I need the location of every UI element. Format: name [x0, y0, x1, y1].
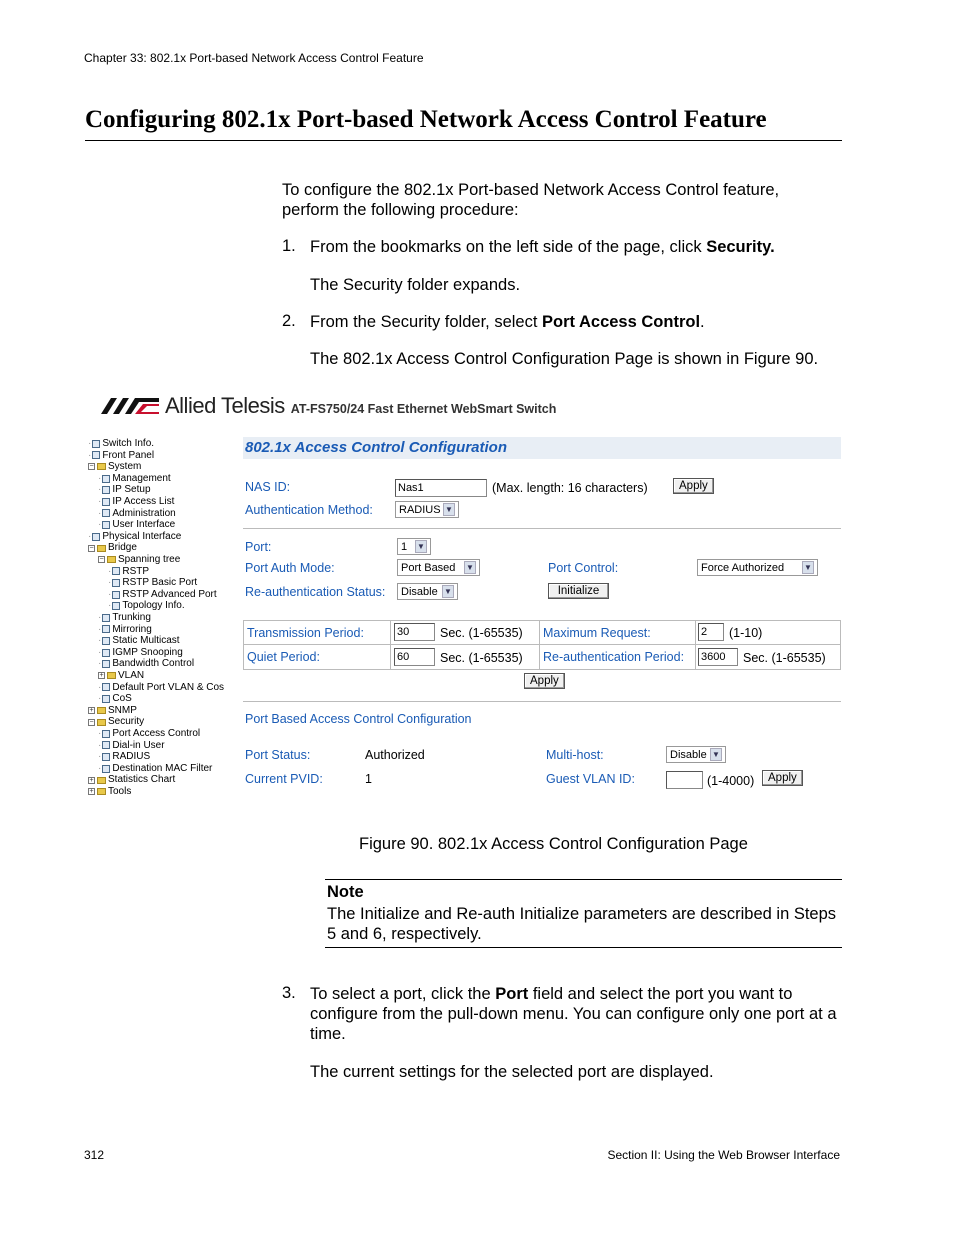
page-icon	[102, 695, 110, 703]
port-control-label: Port Control:	[548, 561, 619, 575]
folder-icon	[107, 556, 116, 563]
section-footer: Section II: Using the Web Browser Interface	[607, 1148, 840, 1162]
nav-item[interactable]	[88, 450, 154, 462]
nav-item[interactable]	[98, 658, 194, 670]
chevron-down-icon: ▼	[442, 585, 454, 598]
config-title: 802.1x Access Control Configuration	[245, 439, 508, 456]
tree-connector: ·	[98, 646, 102, 658]
nav-item-label: Physical Interface	[102, 530, 182, 542]
page-icon	[102, 765, 110, 773]
nav-item[interactable]	[98, 740, 165, 752]
step-2-result: The 802.1x Access Control Configuration Page is shown in Figure 90.	[310, 350, 819, 368]
tx-period-hint: Sec. (1-65535)	[440, 626, 523, 640]
brand-name: Allied Telesis	[165, 393, 285, 418]
tree-connector: ·	[98, 751, 102, 763]
tree-connector: ·	[108, 565, 112, 577]
nav-item[interactable]	[98, 647, 183, 659]
nav-item-label: RADIUS	[112, 751, 151, 763]
chevron-down-icon: ▼	[415, 540, 427, 553]
page-icon	[102, 649, 110, 657]
nav-item-label: Statistics Chart	[108, 774, 176, 786]
tree-connector: ·	[98, 728, 102, 739]
expand-icon[interactable]: +	[89, 788, 94, 796]
tx-period-label: Transmission Period:	[247, 626, 364, 640]
step-2-number: 2.	[282, 312, 296, 330]
tree-connector: ·	[108, 600, 112, 612]
tree-connector: ·	[98, 472, 102, 484]
nav-item-label: Destination MAC Filter	[112, 762, 213, 774]
guest-vlan-apply-button[interactable]: Apply	[762, 770, 803, 786]
multihost-label: Multi-host:	[546, 748, 604, 762]
nav-item[interactable]	[88, 438, 154, 450]
nav-item[interactable]	[88, 786, 131, 798]
expand-icon[interactable]: +	[89, 776, 94, 784]
tree-connector: ·	[98, 762, 102, 774]
nav-item[interactable]	[98, 728, 200, 740]
reauth-period-hint: Sec. (1-65535)	[743, 651, 826, 665]
reauth-period-input[interactable]	[698, 648, 738, 666]
page-icon	[102, 637, 110, 645]
nav-item-label: CoS	[112, 693, 132, 705]
reauth-status-label: Re-authentication Status:	[245, 585, 386, 599]
nav-item[interactable]	[98, 763, 212, 775]
tree-connector: ·	[88, 530, 92, 542]
port-based-title: Port Based Access Control Configuration	[245, 712, 472, 726]
nas-id-input[interactable]	[395, 479, 487, 497]
tree-connector: ·	[108, 577, 112, 589]
step-3-number: 3.	[282, 984, 296, 1002]
nav-item[interactable]	[98, 496, 174, 508]
page-icon	[112, 567, 120, 575]
expand-icon[interactable]: +	[89, 707, 94, 715]
nav-item-label: Bandwidth Control	[112, 658, 195, 670]
chevron-down-icon: ▼	[710, 748, 722, 761]
chevron-down-icon: ▼	[464, 561, 476, 574]
nav-item[interactable]	[98, 751, 150, 763]
tree-connector: ·	[98, 693, 102, 705]
divider	[243, 528, 841, 529]
nav-item-label: RSTP Advanced Port	[122, 588, 217, 600]
page-icon	[102, 486, 110, 494]
nav-item-label: Trunking	[112, 612, 151, 623]
tree-connector: ·	[98, 519, 102, 531]
nav-item-label: Static Multicast	[112, 635, 180, 647]
port-label: Port:	[245, 540, 272, 554]
nav-item-label: Mirroring	[112, 623, 152, 635]
port-select[interactable]	[397, 538, 431, 555]
figure-caption: Figure 90. 802.1x Access Control Configuration Page	[359, 835, 748, 853]
tree-connector: ·	[88, 449, 92, 461]
nav-item-label: Port Access Control	[112, 728, 201, 739]
page-number: 312	[84, 1148, 105, 1162]
tree-connector: ·	[98, 484, 102, 496]
page-icon	[112, 602, 120, 610]
folder-icon	[107, 672, 116, 679]
nav-item[interactable]	[108, 589, 217, 601]
nav-item-label: Bridge	[108, 542, 137, 554]
tree-connector: ·	[98, 739, 102, 751]
tree-connector: ·	[98, 612, 102, 623]
note-rule-bottom	[325, 947, 842, 948]
allied-telesis-logo-icon	[101, 396, 159, 416]
page-icon	[112, 591, 120, 599]
current-pvid-value: 1	[365, 772, 372, 786]
folder-icon	[97, 719, 106, 726]
page-icon	[92, 451, 100, 459]
collapse-icon[interactable]: −	[89, 718, 94, 726]
nav-item-label: Management	[112, 472, 171, 484]
quiet-period-label: Quiet Period:	[247, 650, 320, 664]
page-icon	[92, 440, 100, 448]
page-icon	[102, 509, 110, 517]
guest-vlan-input[interactable]	[666, 771, 703, 789]
nav-item[interactable]	[98, 508, 176, 520]
auth-method-label: Authentication Method:	[245, 503, 373, 517]
chevron-down-icon: ▼	[443, 503, 455, 516]
intro-paragraph: To configure the 802.1x Port-based Network Access Control feature, perform the following procedure:	[282, 181, 780, 219]
nav-item[interactable]	[98, 484, 151, 496]
nav-item[interactable]	[88, 531, 181, 543]
auth-method-select[interactable]	[395, 501, 459, 518]
note-text: The Initialize and Re-auth Initialize parameters are described in Steps 5 and 6, respectively.	[327, 905, 837, 943]
max-request-hint: (1-10)	[729, 626, 763, 640]
nav-item[interactable]	[98, 635, 180, 647]
nav-item-label: RSTP Basic Port	[122, 577, 198, 589]
page-icon	[102, 683, 110, 691]
nav-item[interactable]	[98, 612, 151, 624]
page-icon	[102, 741, 110, 749]
folder-icon	[97, 463, 106, 470]
current-pvid-label: Current PVID:	[245, 772, 323, 786]
tree-connector: ·	[98, 658, 102, 670]
tree-connector: ·	[108, 588, 112, 600]
folder-icon	[97, 788, 106, 795]
nav-item-label: Administration	[112, 507, 176, 519]
section-title: Configuring 802.1x Port-based Network Access Control Feature	[85, 106, 767, 133]
collapse-icon[interactable]: −	[89, 463, 94, 471]
nas-apply-button[interactable]: Apply	[673, 478, 714, 494]
collapse-icon[interactable]: −	[89, 544, 94, 552]
step-3-text: To select a port, click the Port field and select the port you want to configure from the pull-down menu. You can configure only one port at a time.	[310, 985, 837, 1043]
tree-connector: ·	[98, 507, 102, 519]
folder-icon	[97, 777, 106, 784]
guest-vlan-label: Guest VLAN ID:	[546, 772, 635, 786]
page-icon	[102, 730, 110, 738]
max-request-input[interactable]	[698, 623, 724, 641]
page-icon	[102, 660, 110, 668]
nav-item[interactable]	[88, 716, 144, 728]
tree-connector: ·	[98, 496, 102, 507]
title-rule	[85, 140, 842, 141]
guest-vlan-hint: (1-4000)	[707, 774, 755, 788]
nav-item-label: User Interface	[112, 519, 176, 531]
nav-item[interactable]	[98, 473, 171, 485]
nav-item-label: Front Panel	[102, 449, 155, 461]
multihost-value: Disable	[670, 748, 707, 761]
step-2-text: From the Security folder, select Port Access Control.	[310, 313, 705, 331]
brand-header	[101, 393, 556, 419]
nas-id-hint: (Max. length: 16 characters)	[492, 481, 648, 495]
nav-item-label: Dial-in User	[112, 739, 165, 751]
port-auth-mode-select[interactable]	[397, 559, 480, 576]
running-header: Chapter 33: 802.1x Port-based Network Access Control Feature	[84, 51, 424, 65]
nav-item-label: SNMP	[108, 704, 137, 716]
nav-item-label: Default Port VLAN & Cos	[112, 681, 225, 693]
chevron-down-icon: ▼	[802, 561, 814, 574]
tree-connector: ·	[98, 623, 102, 635]
nav-item-label: IGMP Snooping	[112, 646, 183, 658]
nav-item[interactable]	[88, 542, 137, 554]
folder-icon	[97, 545, 106, 552]
nav-item[interactable]	[98, 624, 152, 636]
nav-item[interactable]	[108, 600, 185, 612]
nav-item-label: VLAN	[118, 670, 145, 681]
nav-item-label: IP Access List	[112, 496, 175, 507]
nav-item-label: Security	[108, 716, 145, 728]
page-icon	[102, 521, 110, 529]
nav-item-label: IP Setup	[112, 484, 151, 496]
quiet-period-input[interactable]	[394, 648, 435, 666]
reauth-period-label: Re-authentication Period:	[543, 650, 685, 664]
port-status-value: Authorized	[365, 748, 425, 762]
divider	[243, 701, 841, 702]
page-icon	[102, 614, 110, 622]
nav-item[interactable]	[88, 461, 141, 473]
port-control-select[interactable]	[697, 559, 818, 576]
page-icon	[102, 498, 110, 506]
nav-item[interactable]	[98, 693, 132, 705]
nav-item[interactable]	[108, 566, 149, 578]
timers-apply-button[interactable]: Apply	[524, 673, 565, 689]
nav-item[interactable]	[98, 682, 224, 694]
tree-connector: ·	[88, 438, 92, 449]
nav-item-label: System	[108, 461, 142, 473]
step-1-number: 1.	[282, 237, 296, 255]
note-heading: Note	[327, 883, 364, 901]
step-1-result: The Security folder expands.	[310, 276, 521, 294]
tx-period-input[interactable]	[394, 623, 435, 641]
initialize-button[interactable]: Initialize	[548, 583, 609, 599]
nav-item[interactable]	[108, 577, 197, 589]
port-control-value: Force Authorized	[701, 561, 785, 574]
nav-item-label: Spanning tree	[118, 554, 181, 565]
folder-icon	[97, 707, 106, 714]
port-auth-mode-label: Port Auth Mode:	[245, 561, 335, 575]
step-1-text: From the bookmarks on the left side of the page, click Security.	[310, 238, 775, 256]
nav-item-label: Tools	[108, 786, 132, 797]
multihost-select[interactable]	[666, 746, 726, 763]
page-icon	[102, 625, 110, 633]
nav-item[interactable]	[88, 705, 137, 717]
reauth-status-select[interactable]	[397, 583, 458, 600]
port-auth-mode-value: Port Based	[401, 561, 456, 574]
reauth-status-value: Disable	[401, 585, 438, 598]
port-status-label: Port Status:	[245, 748, 311, 762]
page-icon	[112, 579, 120, 587]
port-value: 1	[401, 540, 408, 553]
step-3-result: The current settings for the selected port are displayed.	[310, 1063, 714, 1081]
max-request-label: Maximum Request:	[543, 626, 651, 640]
nav-item[interactable]	[88, 774, 175, 786]
quiet-period-hint: Sec. (1-65535)	[440, 651, 523, 665]
page-icon	[102, 753, 110, 761]
auth-method-value: RADIUS	[399, 503, 441, 516]
nav-item-label: Switch Info.	[102, 438, 155, 449]
product-name: AT-FS750/24 Fast Ethernet WebSmart Switch	[290, 402, 557, 416]
page-icon	[92, 533, 100, 541]
expand-icon[interactable]: +	[99, 672, 104, 680]
nav-item[interactable]	[98, 670, 144, 682]
tree-connector: ·	[98, 635, 102, 647]
nas-id-label: NAS ID:	[245, 480, 291, 494]
page-icon	[102, 475, 110, 483]
tree-connector: ·	[98, 681, 102, 693]
nav-item[interactable]	[98, 554, 180, 566]
collapse-icon[interactable]: −	[99, 556, 104, 564]
nav-item-label: RSTP	[122, 565, 150, 577]
nav-item[interactable]	[98, 519, 175, 531]
nav-item-label: Topology Info.	[122, 600, 185, 612]
note-rule-top	[325, 879, 842, 880]
